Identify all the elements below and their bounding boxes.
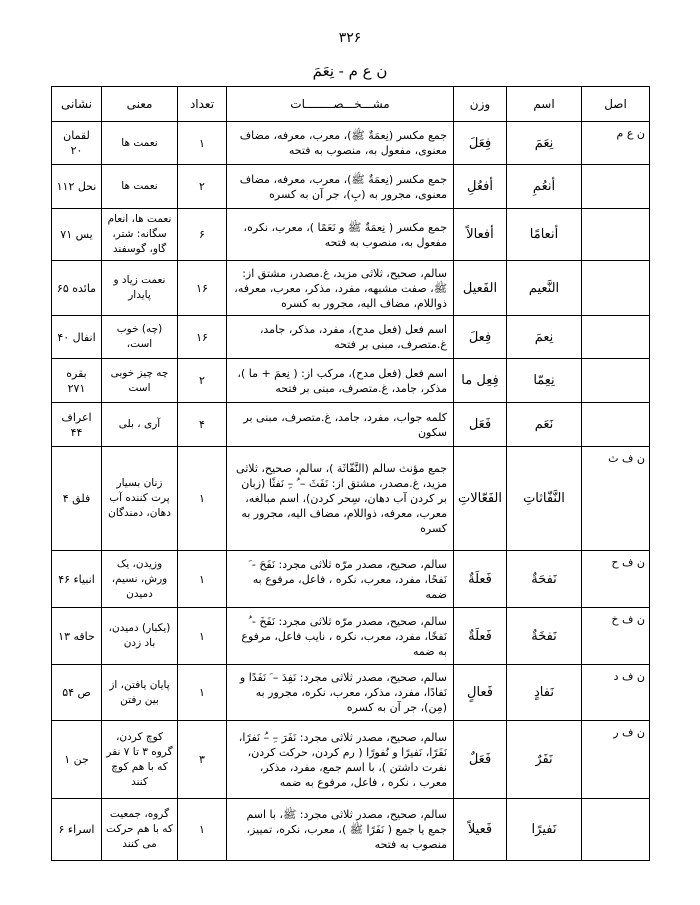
- table-cell-reference: جن ۱: [52, 721, 102, 799]
- header-pattern: وزن: [454, 87, 507, 122]
- table-row: [52, 209, 650, 261]
- table-cell-pattern: فَعالٍ: [454, 665, 507, 721]
- table-row: [52, 122, 650, 165]
- table-row: [52, 447, 650, 551]
- table-cell-meaning: چه چیز خوبی است: [102, 359, 178, 403]
- table-cell-root: [582, 403, 650, 447]
- table-cell-root: ن ف ر: [582, 721, 650, 799]
- table-cell-description: سالم، صحیح، مصدر ثلاثی مجرد: نَفَرَ –ِ –ُ نَفرًا، نَفَرًا، نَفیرًا و نُفورًا ( رم کردن، حرکت کردن، نفرت داشتن )، با اسم جمع، مفرد، مذکر، معرب ، نکره ، فاعل، مرفوع به ضمه: [227, 721, 454, 799]
- table-cell-root: [582, 165, 650, 209]
- table-cell-meaning: نعمت ها: [102, 165, 178, 209]
- table-cell-meaning: (چه) خوب است،: [102, 316, 178, 359]
- table-cell-description: کلمه جواب، مفرد، جامد، غ.متصرف، مبنی بر سکون: [227, 403, 454, 447]
- table-cell-description: جمع مکسر (نِعمَةٌ ﷺ)، معرب، معرفه، مضاف معنوی، مفعول به، منصوب به فتحه: [227, 122, 454, 165]
- table-cell-count: ۱: [178, 122, 227, 165]
- table-cell-word: نَفحَةٌ: [507, 551, 582, 608]
- table-cell-count: ۶: [178, 209, 227, 261]
- table-cell-count: ۱: [178, 551, 227, 608]
- table-cell-word: نَعَم: [507, 403, 582, 447]
- table-cell-pattern: فِعِل ما: [454, 359, 507, 403]
- header-description: مشـــخـــصــــــــات: [227, 87, 454, 122]
- table-cell-meaning: نعمت ها، انعام سگانه: شتر، گاو، گوسفند: [102, 209, 178, 261]
- table-cell-reference: مائده ۶۵: [52, 261, 102, 316]
- table-cell-reference: لقمان ۲۰: [52, 122, 102, 165]
- table-cell-pattern: فَعیلاً: [454, 799, 507, 861]
- table-cell-root: [582, 261, 650, 316]
- table-cell-description: سالم، صحیح، مصدر مرّه ثلاثی مجرد: نَفَخَ - ُ نَفخًا، مفرد، معرب، نکره ، نایب فاعل، مرفوع به ضمه: [227, 608, 454, 665]
- table-cell-word: نِعَمَ: [507, 122, 582, 165]
- header-row: [52, 87, 650, 122]
- table-cell-meaning: پایان یافتن، از بین رفتن: [102, 665, 178, 721]
- table-cell-reference: یس ۷۱: [52, 209, 102, 261]
- table-cell-pattern: فَعلَةٌ: [454, 608, 507, 665]
- table-cell-word: النَّفّاثاتِ: [507, 447, 582, 551]
- table-cell-description: جمع مکسر (نِعمَةٌ ﷺ)، معرب، معرفه، مضاف معنوی، مجرور به (بِ)، جر آن به کسره: [227, 165, 454, 209]
- table-cell-count: ۴: [178, 403, 227, 447]
- table-cell-word: نِعِمّا: [507, 359, 582, 403]
- table-cell-count: ۳: [178, 721, 227, 799]
- table-cell-pattern: فِعلَ: [454, 316, 507, 359]
- table-cell-word: النَّعیم: [507, 261, 582, 316]
- table-row: [52, 261, 650, 316]
- table-cell-description: سالم، صحیح، ثلاثی مزید، غ.مصدر، مشتق از: ﷺ، صفت مشبهه، مفرد، مذکر، معرب، معرفه، ذواللام، مضاف الیه، مجرور به کسره: [227, 261, 454, 316]
- table-cell-description: جمع مؤنث سالم (النَّفّاثَة )، سالم، صحیح، ثلاثی مزید، غ.مصدر، مشتق از: نَفَثَ – ُ –ِ نَفثًا (زبان بر کردن آب دهان، سِحر کردن)، اسم مبالغه، معرب، معرفه، ذواللام، مضاف الیه، مجرور به کسره: [227, 447, 454, 551]
- table-cell-root: ن ع م: [582, 122, 650, 165]
- table-cell-count: ۱: [178, 665, 227, 721]
- table-cell-description: جمع مکسر ( نِعمَةٌ ﷺ و نَعَمًا )، معرب، نکره، مفعول به، منصوب به فتحه: [227, 209, 454, 261]
- table-cell-meaning: زنان بسیار پرت کننده آب دهان، دمندگان: [102, 447, 178, 551]
- table-cell-count: ۱: [178, 799, 227, 861]
- table-cell-reference: بقره ۲۷۱: [52, 359, 102, 403]
- table-row: [52, 799, 650, 861]
- table-cell-meaning: نعمت زیاد و پایدار: [102, 261, 178, 316]
- table-cell-word: نَفادٍ: [507, 665, 582, 721]
- table-cell-meaning: گروه، جمعیت که با هم حرکت می کنند: [102, 799, 178, 861]
- table-row: [52, 665, 650, 721]
- table-cell-pattern: فَعَل: [454, 403, 507, 447]
- table-cell-word: نَفخَةٌ: [507, 608, 582, 665]
- table-cell-description: اسم فعل (فعل مدح)، مرکب از: ( نِعمَ + ما )، مذکر، جامد، غ.متصرف، مبنی بر فتحه: [227, 359, 454, 403]
- table-cell-count: ۲: [178, 165, 227, 209]
- table-cell-pattern: الفَعیل: [454, 261, 507, 316]
- table-cell-word: نَفَرٌ: [507, 721, 582, 799]
- table-row: [52, 359, 650, 403]
- table-cell-root: ن ف ح: [582, 551, 650, 608]
- table-row: [52, 608, 650, 665]
- table-cell-meaning: آری ، بلی: [102, 403, 178, 447]
- table-cell-reference: حاقه ۱۳: [52, 608, 102, 665]
- table-cell-description: سالم، صحیح، مصدر مرّه ثلاثی مجرد: نَفَحَ - َ نَفحًا، مفرد، معرب، نکره ، فاعل، مرفوع به ضمه: [227, 551, 454, 608]
- table-cell-description: اسم فعل (فعل مدح)، مفرد، مذکر، جامد، غ.متصرف، مبنی بر فتحه: [227, 316, 454, 359]
- table-cell-word: أنعامًا: [507, 209, 582, 261]
- table-cell-reference: ص ۵۴: [52, 665, 102, 721]
- table-row: [52, 721, 650, 799]
- table-cell-pattern: أفعُلِ: [454, 165, 507, 209]
- page-title: ن ع م - نِعَمَ: [312, 62, 388, 80]
- table-row: [52, 165, 650, 209]
- table-cell-reference: نحل ۱۱۲: [52, 165, 102, 209]
- table-row: [52, 551, 650, 608]
- table-cell-root: ن ف د: [582, 665, 650, 721]
- table-cell-reference: اعراف ۴۴: [52, 403, 102, 447]
- table-cell-count: ۱: [178, 608, 227, 665]
- table-cell-root: ن ف ث: [582, 447, 650, 551]
- table-cell-pattern: فَعلَةٌ: [454, 551, 507, 608]
- header-reference: نشانی: [52, 87, 102, 122]
- table-cell-word: نَفیرًا: [507, 799, 582, 861]
- header-word: اسم: [507, 87, 582, 122]
- table-cell-pattern: أفعالاً: [454, 209, 507, 261]
- page-number: ۳۲۶: [338, 30, 362, 46]
- lexicon-table: [51, 86, 650, 861]
- table-cell-root: [582, 209, 650, 261]
- table-cell-meaning: نعمت ها: [102, 122, 178, 165]
- header-root: اصل: [582, 87, 650, 122]
- table-cell-meaning: وزیدن، یک ورش، نسیم، دمیدن: [102, 551, 178, 608]
- table-cell-pattern: فِعَلَ: [454, 122, 507, 165]
- table-row: [52, 316, 650, 359]
- table-cell-meaning: کوچ کردن، گروه ۳ تا ۷ نفر که با هم کوچ کنند: [102, 721, 178, 799]
- table-cell-meaning: (یکبار) دمیدن، باد زدن: [102, 608, 178, 665]
- table-cell-word: نِعمَ: [507, 316, 582, 359]
- table-cell-reference: انفال ۴۰: [52, 316, 102, 359]
- table-cell-root: [582, 316, 650, 359]
- table-cell-description: سالم، صحیح، مصدر ثلاثی مجرد: ﷺ، با اسم جمع یا جمع ( نَفَرًا ﷺ )، معرب، نکره، تمییز، منصوب به فتحه: [227, 799, 454, 861]
- table-cell-reference: اسراء ۶: [52, 799, 102, 861]
- table-cell-count: ۱۶: [178, 316, 227, 359]
- table-cell-root: [582, 799, 650, 861]
- table-cell-root: ن ف خ: [582, 608, 650, 665]
- table-cell-root: [582, 359, 650, 403]
- table-row: [52, 403, 650, 447]
- table-cell-count: ۱: [178, 447, 227, 551]
- table-cell-word: أنعُمِ: [507, 165, 582, 209]
- header-count: تعداد: [178, 87, 227, 122]
- table-cell-description: سالم، صحیح، مصدر ثلاثی مجرد: نَفِدَ – َ نَفَدًا و نَفادًا، مفرد، مذکر، معرب، نکره، مجرور به (مِن)، جر آن به کسره: [227, 665, 454, 721]
- header-meaning: معنی: [102, 87, 178, 122]
- table-cell-reference: انبیاء ۴۶: [52, 551, 102, 608]
- table-cell-pattern: الفَعّالاتِ: [454, 447, 507, 551]
- table-cell-count: ۲: [178, 359, 227, 403]
- table-cell-count: ۱۶: [178, 261, 227, 316]
- table-cell-reference: فلق ۴: [52, 447, 102, 551]
- table-cell-pattern: فَعَلٌ: [454, 721, 507, 799]
